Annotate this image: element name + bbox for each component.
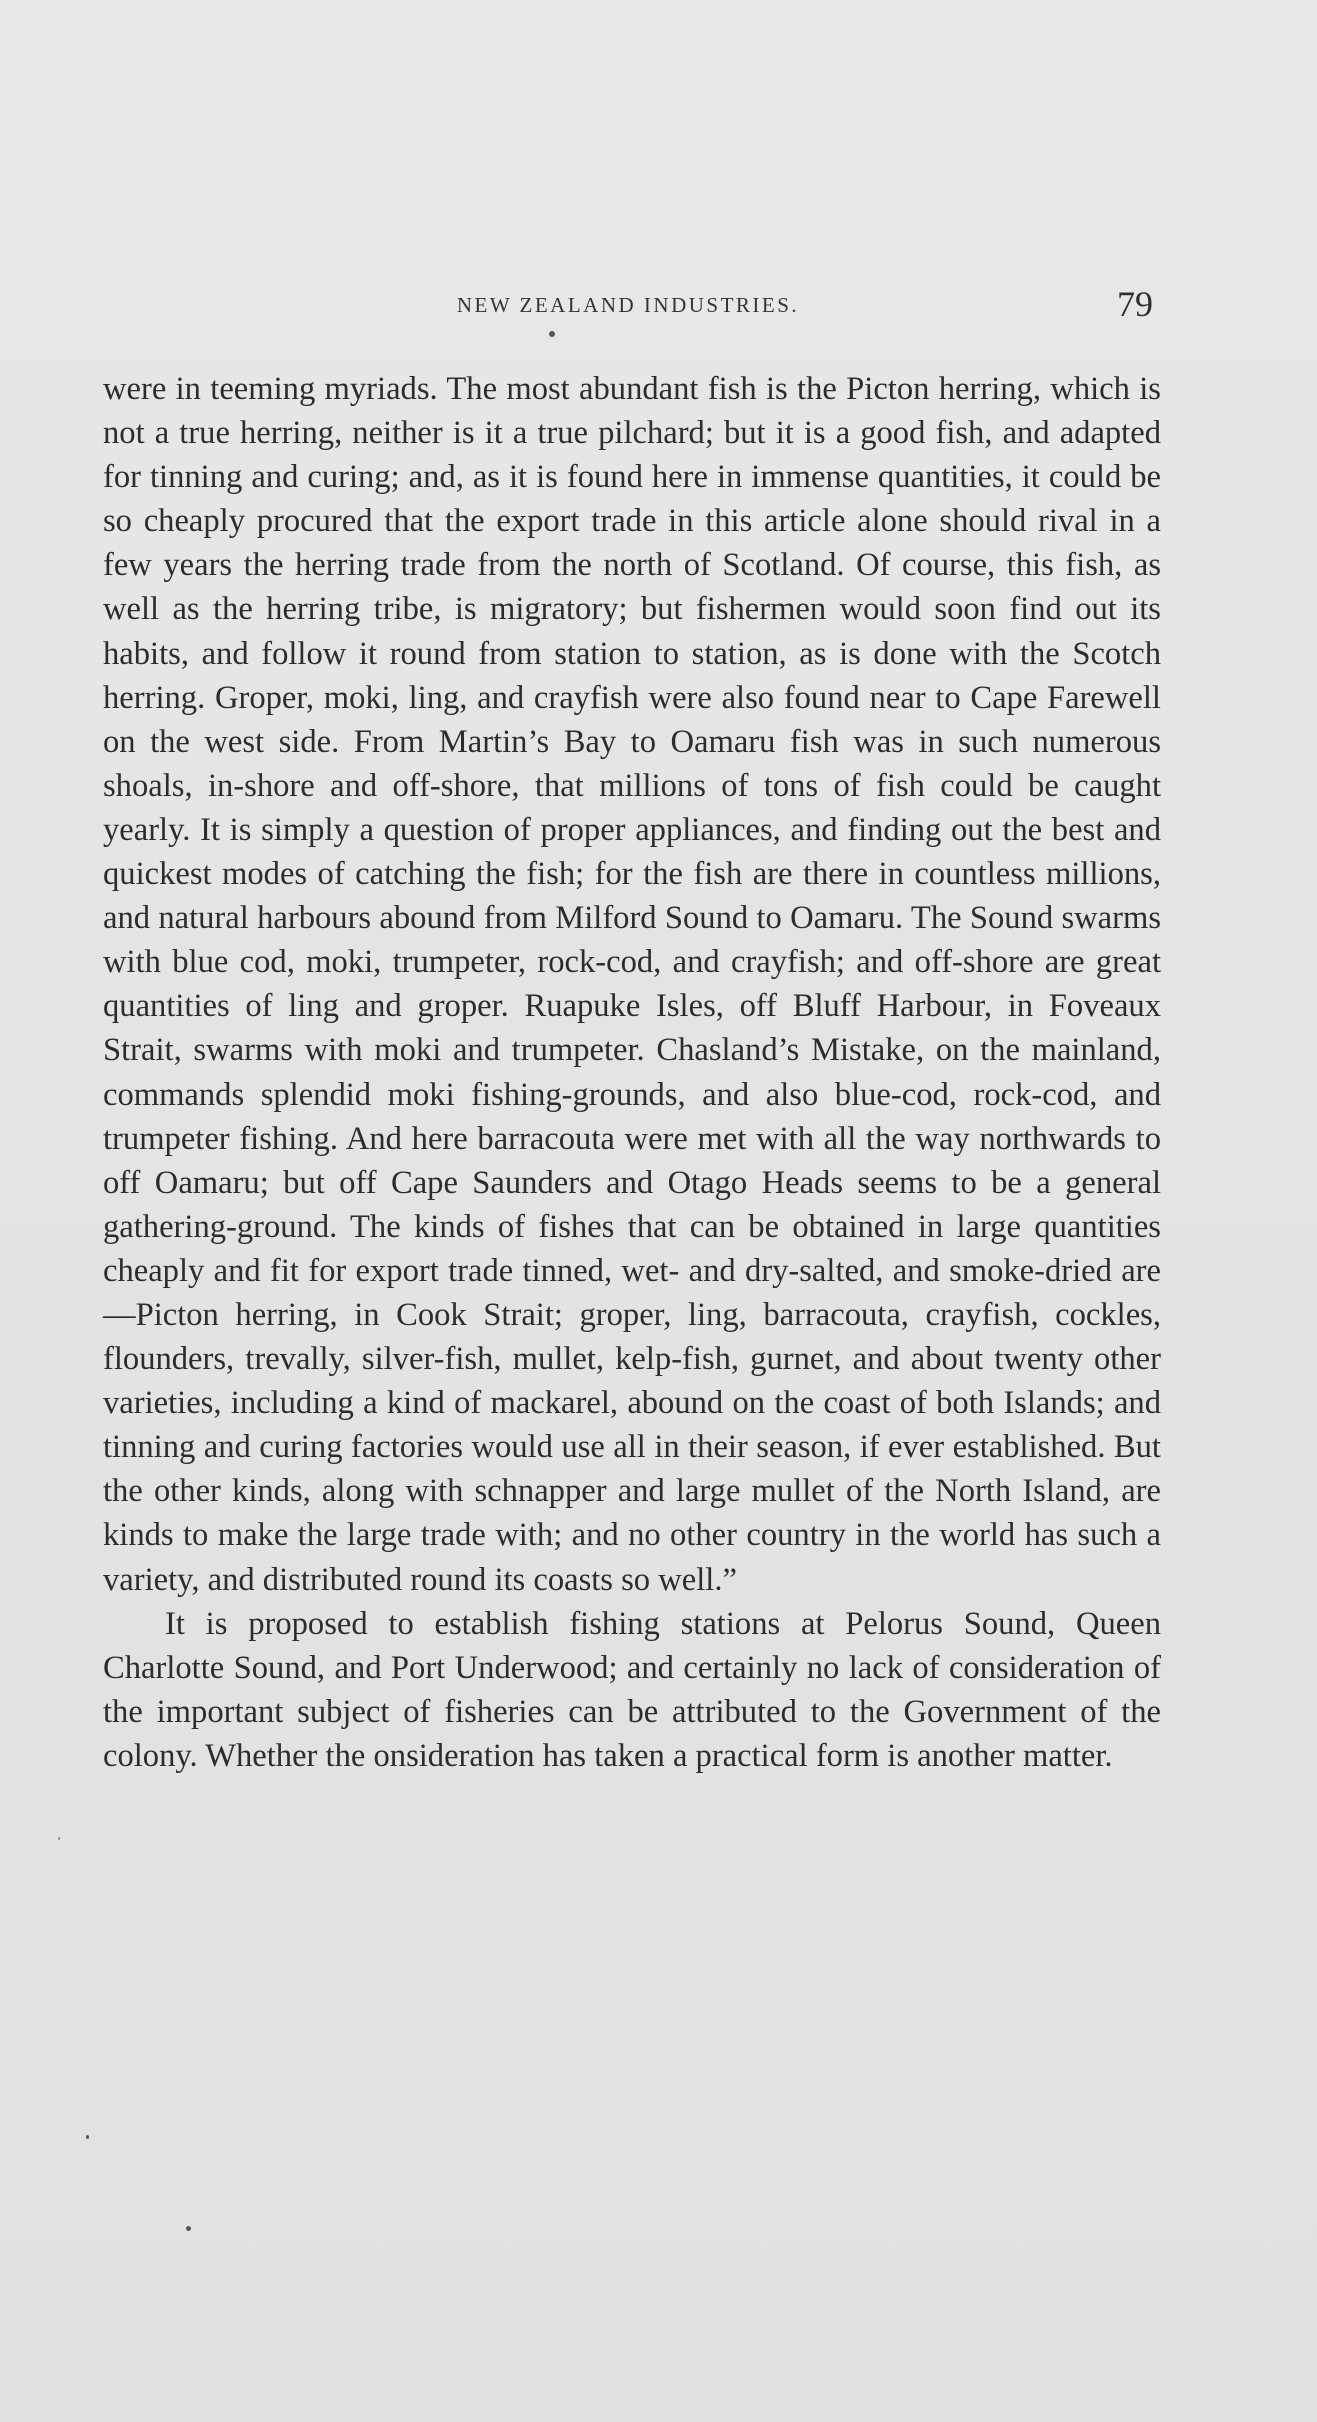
ink-speck xyxy=(58,1837,60,1840)
paragraph: It is proposed to establish fishing stations at Pelorus Sound, Queen Charlotte Sound, and Port Underwood; and certainly no lack of consideration of the important subject of fisheries can be attributed to the Government of the colony. Whether the onsideration has taken a practical form is another matter. xyxy=(103,1605,1161,1774)
ink-speck xyxy=(86,2135,89,2139)
ink-speck xyxy=(186,2226,191,2231)
body-text xyxy=(103,367,1161,1778)
page-number: 79 xyxy=(1117,284,1153,324)
running-head xyxy=(103,284,1153,327)
ink-speck xyxy=(549,331,555,337)
paragraph-continued: were in teeming myriads. The most abundant fish is the Picton herring, which is not a true herring, neither is it a true pilchard; but it is a good fish, and adapted for tinning and curing; and, as it is found here in immense quantities, it could be so cheaply procured that the export trade in this article alone should rival in a few years the herring trade from the north of Scotland. Of course, this fish, as well as the herring tribe, is migratory; but fishermen would soon find out its habits, and follow it round from station to station, as is done with the Scotch herring. Groper, moki, ling, and crayfish were also found near to Cape Farewell on the west side. From Martin’s Bay to Oamaru fish was in such numerous shoals, in-shore and off-shore, that millions of tons of fish could be caught yearly. It is simply a question of proper appliances, and finding out the best and quickest modes of catching the fish; for the fish are there in countless millions, and natural harbours abound from Milford Sound to Oamaru. The Sound swarms with blue cod, moki, trumpeter, rock-cod, and crayfish; and off-shore are great quantities of ling and groper. Ruapuke Isles, off Bluff Harbour, in Foveaux Strait, swarms with moki and trumpeter. Chasland’s Mistake, on the mainland, commands splendid moki fishing-grounds, and also blue-cod, rock-cod, and trumpeter fishing. And here barracouta were met with all the way northwards to off Oamaru; but off Cape Saunders and Otago Heads seems to be a general gathering-ground. The kinds of fishes that can be obtained in large quantities cheaply and fit for export trade tinned, wet- and dry-salted, and smoke-dried are—Picton herring, in Cook Strait; groper, ling, barracouta, crayfish, cockles, flounders, trevally, silver-fish, mullet, kelp-fish, gurnet, and about twenty other varieties, including a kind of mackarel, abound on the coast of both Islands; and tinning and curing factories would use all in their season, if ever established. But the other kinds, along with schnapper and large mullet of the North Island, are kinds to make the large trade with; and no other country in the world has such a variety, and distributed round its coasts so well.” xyxy=(103,371,1161,1598)
running-title: NEW ZEALAND INDUSTRIES. xyxy=(456,293,800,317)
